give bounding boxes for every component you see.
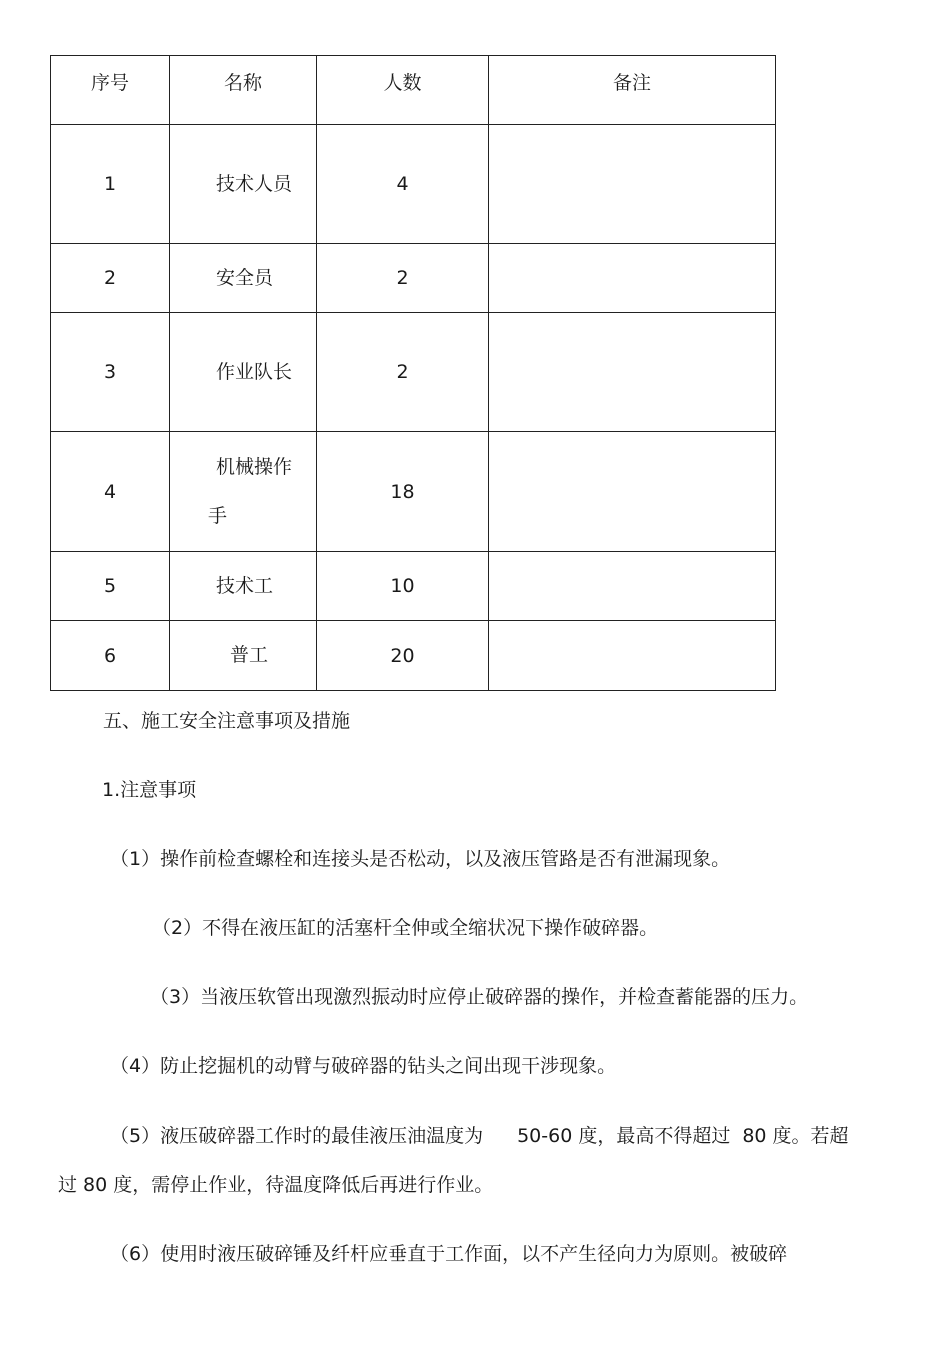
row-no: 6 bbox=[51, 621, 170, 691]
row-count: 18 bbox=[317, 432, 489, 552]
item-5-line-2: 过 80 度，需停止作业，待温度降低后再进行作业。 bbox=[58, 1174, 494, 1196]
item-3: （3）当液压软管出现激烈振动时应停止破碎器的操作，并检查蓄能器的压力。 bbox=[150, 986, 809, 1008]
row-no: 2 bbox=[51, 244, 170, 313]
row-no: 1 bbox=[51, 125, 170, 244]
item-1: （1）操作前检查螺栓和连接头是否松动，以及液压管路是否有泄漏现象。 bbox=[110, 848, 731, 870]
row-name: 技术工 bbox=[216, 574, 274, 597]
item-5-part-3: 80 度。若超 bbox=[742, 1125, 849, 1147]
header-note: 备注 bbox=[489, 56, 776, 125]
row-no: 4 bbox=[51, 432, 170, 552]
row-note bbox=[489, 313, 776, 432]
row-note bbox=[489, 552, 776, 621]
row-name: 机械操作手 bbox=[208, 455, 293, 527]
row-no: 3 bbox=[51, 313, 170, 432]
row-name: 普工 bbox=[230, 644, 269, 666]
row-name: 作业队长 bbox=[216, 360, 293, 383]
item-4: （4）防止挖掘机的动臂与破碎器的钻头之间出现干涉现象。 bbox=[110, 1055, 617, 1077]
table-row bbox=[51, 552, 776, 621]
row-name: 技术人员 bbox=[216, 172, 293, 195]
table-row bbox=[51, 125, 776, 244]
item-5-part-2: 50-60 度，最高不得超过 bbox=[517, 1125, 731, 1147]
row-note bbox=[489, 125, 776, 244]
subsection-title: 1.注意事项 bbox=[102, 779, 197, 801]
header-no: 序号 bbox=[51, 56, 170, 125]
row-no: 5 bbox=[51, 552, 170, 621]
row-count: 2 bbox=[317, 313, 489, 432]
staff-table bbox=[50, 55, 776, 691]
item-5-line-1 bbox=[110, 1121, 849, 1148]
table-row bbox=[51, 244, 776, 313]
row-count: 10 bbox=[317, 552, 489, 621]
item-2: （2）不得在液压缸的活塞杆全伸或全缩状况下操作破碎器。 bbox=[152, 917, 659, 939]
item-5-part-1: （5）液压破碎器工作时的最佳液压油温度为 bbox=[110, 1125, 484, 1147]
row-count: 20 bbox=[317, 621, 489, 691]
item-6: （6）使用时液压破碎锤及纤杆应垂直于工作面，以不产生径向力为原则。被破碎 bbox=[110, 1243, 788, 1265]
row-count: 2 bbox=[317, 244, 489, 313]
row-note bbox=[489, 432, 776, 552]
row-name: 安全员 bbox=[216, 266, 274, 289]
row-note bbox=[489, 244, 776, 313]
row-count: 4 bbox=[317, 125, 489, 244]
row-note bbox=[489, 621, 776, 691]
section-title: 五、施工安全注意事项及措施 bbox=[103, 710, 351, 732]
header-count: 人数 bbox=[317, 56, 489, 125]
table-row bbox=[51, 432, 776, 552]
table-row bbox=[51, 621, 776, 691]
header-name: 名称 bbox=[170, 56, 317, 125]
table-header-row bbox=[51, 56, 776, 125]
table-row bbox=[51, 313, 776, 432]
